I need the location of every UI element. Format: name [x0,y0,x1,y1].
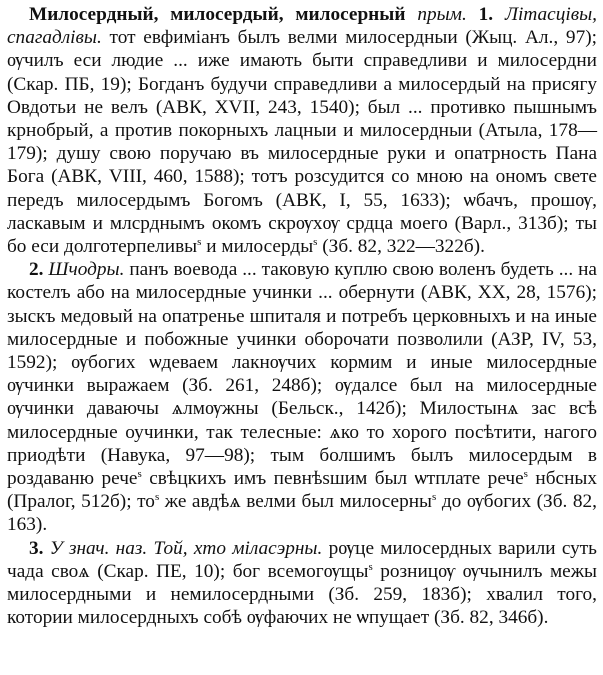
sense-2-paragraph [7,258,597,536]
sense-gloss: Літасцівы, спагадлівы. [7,4,597,49]
sense-text: свѣцкихъ имъ певнѣѕшим был ѡтплате рече [141,468,524,490]
pos-label: прым. [417,4,467,25]
superscript-mark: s [368,560,373,573]
sense-text: до ѹбогих (Зб. 82, 163). [7,491,597,536]
dictionary-entry [7,3,597,629]
sense-text: розницѹ ѹчынилъ межы милосердными и немилосердными (Зб. 259, 183б); хвалил того, котории милосердныхъ собѣ ѹфаючих не ѡпущает (Зб. 82, 346б). [7,560,597,629]
sense-1-paragraph [7,3,597,258]
sense-text: же авдѣѧ велми был милосерны [159,491,432,513]
sense-text: нбсных (Пралог, 512б); то [7,468,597,513]
sense-text: и милосерды [201,236,314,258]
superscript-mark: s [197,236,202,249]
superscript-mark: s [432,491,437,504]
sense-text: тот евфиміанъ былъ велми милосердныи (Жыц. Ал., 97); ѹчилъ еси людие ... иже имають быти справедливи и милосердни (Скар. ПБ, 19); Богданъ будучи справедливи а милосердый на присягу Овдотьи не велъ (АВК, XVII, 243, 1540); был ... противко пышнымъ крнобрый, а против покорныхъ лацныи и милосердныи (Атыла, 178—179); душу свою поручаю въ милосердные руки и опатрность Пана Бога (АВК, VIII, 460, 1588); тотъ розсудится со мною на ономъ свете передъ милосердымъ Богомъ (АВК, I, 55, 1633); ѡбачъ, прошѹ, ласкавым и млсрднымъ окомъ скрѹхѹ срдца моего (Варл., 313б); ты бо еси долготерпеливы [7,27,597,258]
sense-label: У знач. наз. Той, хто міласэрны. [49,537,323,559]
superscript-mark: s [137,468,142,481]
superscript-mark: s [154,491,160,504]
sense-gloss: Шчодры. [48,259,125,281]
sense-text: (Зб. 82, 322—322б). [317,236,485,258]
sense-3-paragraph [7,537,597,630]
sense-text: панъ воевода ... таковую куплю свою воленъ будеть ... на костелъ або на милосердные учинки ... обернути (АВК, XX, 28, 1576); зыскъ медовый на опатренье шпиталя и потребъ церковныхъ и на иные милосердные и побожные учинки оборочати позволили (АЗР, IV, 53, 1592); ѹбогих ѡдеваем лакнѹчих кормим и иные милосердные ѹчинки выражаем (Зб. 261, 248б); ѹдалсе был на милосердные ѹчинки даваючы ѧлмѹжны (Бельск., 142б); Милостынѧ зас всѣ милосердные оучинки, так телесные: ѧко то хорого посѣтити, нагого приодѣти (Навука, 97—98); тым болшимъ былъ милосердым в роздаваню рече [7,259,597,490]
sense-number: 3. [29,537,44,559]
superscript-mark: s [523,468,528,481]
sense-number: 2. [29,259,44,281]
headword: Милосердный, милосердый, милосерный [29,4,406,25]
sense-number: 1. [478,4,494,25]
superscript-mark: s [313,236,318,249]
sense-text: рѹце милосердных варили суть чада своѧ (Скар. ПЕ, 10); бог всемогѹщы [7,537,597,582]
